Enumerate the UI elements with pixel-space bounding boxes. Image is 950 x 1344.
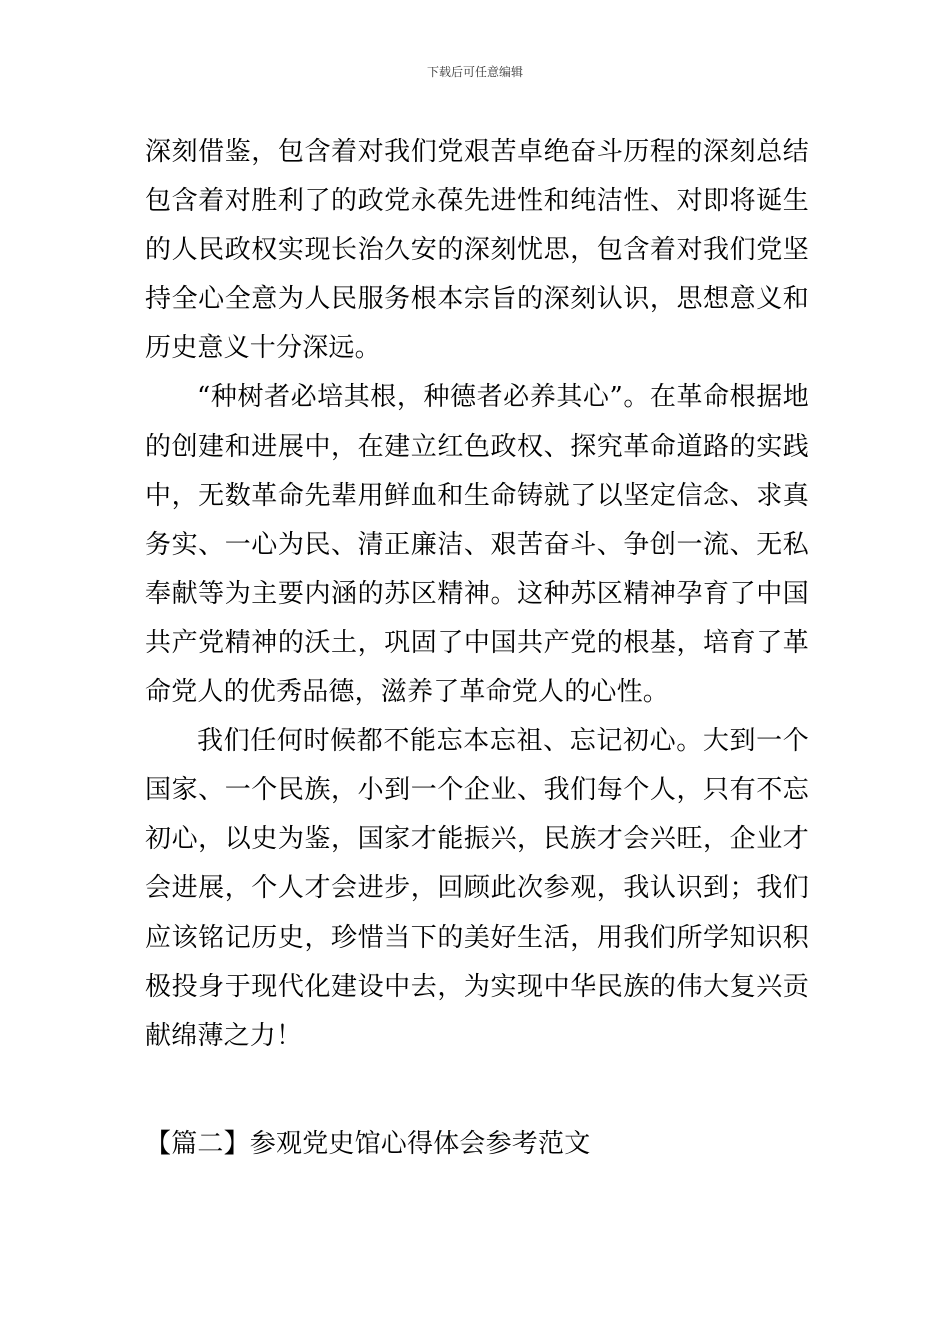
paragraph-3: 我们任何时候都不能忘本忘祖、忘记初心。大到一个国家、一个民族，小到一个企业、我们每个人，只有不忘初心，以史为鉴，国家才能振兴，民族才会兴旺，企业才会进展，个人才会进步，回顾此次参观，我认识到；我们应该铭记历史，珍惜当下的美好生活，用我们所学知识积极投身于现代化建设中去，为实现中华民族的伟大复兴贡献绵薄之力！ [145, 726, 809, 1051]
document-body [145, 128, 809, 1061]
paragraph-1: 深刻借鉴，包含着对我们党艰苦卓绝奋斗历程的深刻总结包含着对胜利了的政党永葆先进性和纯洁性、对即将诞生的人民政权实现长治久安的深刻忧思，包含着对我们党坚持全心全意为人民服务根本宗旨的深刻认识，思想意义和历史意义十分深远。 [145, 137, 809, 364]
page-header-note: 下载后可任意编辑 [426, 65, 523, 79]
section-heading: 【篇二】参观党史馆心得体会参考范文 [145, 1129, 591, 1159]
paragraph-2: “种树者必培其根，种德者必养其心”。在革命根据地的创建和进展中，在建立红色政权、探究革命道路的实践中，无数革命先辈用鲜血和生命铸就了以坚定信念、求真务实、一心为民、清正廉洁、艰苦奋斗、争创一流、无私奉献等为主要内涵的苏区精神。这种苏区精神孕育了中国共产党精神的沃土，巩固了中国共产党的根基，培育了革命党人的优秀品德，滋养了革命党人的心性。 [145, 382, 809, 708]
